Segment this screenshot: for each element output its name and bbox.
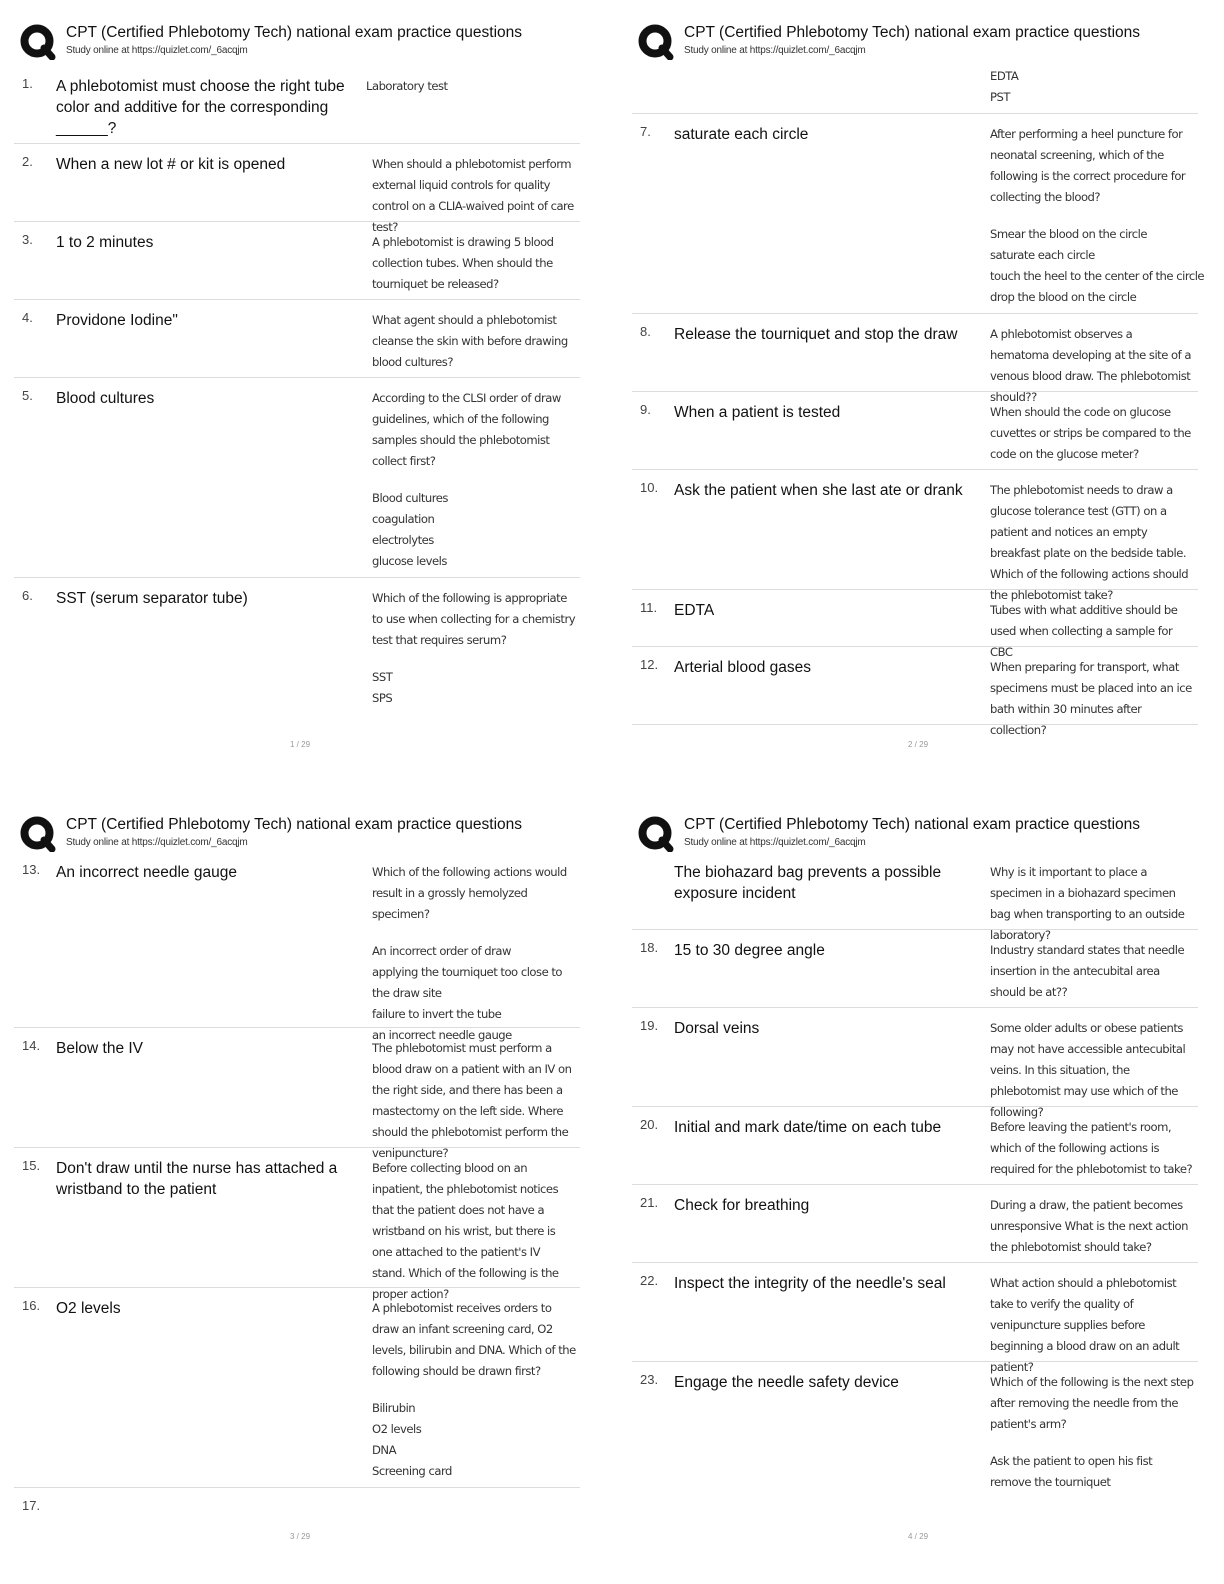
answer-option: PST xyxy=(990,90,1010,104)
question-number: 16. xyxy=(22,1298,41,1313)
answer-option: O2 levels xyxy=(372,1422,422,1436)
question-number: 10. xyxy=(640,480,659,495)
question-row xyxy=(14,1488,580,1528)
answer-options xyxy=(990,1451,1194,1493)
question-definition xyxy=(990,124,1205,308)
page-number: 2 / 29 xyxy=(908,740,929,749)
question-definition: Why is it important to place a specimen in a biohazard specimen bag when transporting to an outside laboratory? xyxy=(990,865,1185,942)
question-number: 20. xyxy=(640,1117,659,1132)
question-definition xyxy=(372,1298,576,1482)
answer-option: an incorrect needle gauge xyxy=(372,1028,512,1042)
question-definition: Before leaving the patient's room, which of the following actions is required for the phlebotomist to take? xyxy=(990,1120,1193,1176)
question-row-continued xyxy=(632,852,1198,942)
question-definition: Tubes with what additive should be used when collecting a sample for CBC xyxy=(990,603,1178,659)
question-row xyxy=(632,470,1198,602)
page-number: 1 / 29 xyxy=(290,740,311,749)
question-number: 15. xyxy=(22,1158,41,1173)
question-row xyxy=(14,222,580,300)
quizlet-logo-icon xyxy=(638,816,674,852)
question-number: 17. xyxy=(22,1498,41,1513)
question-definition: When should a phlebotomist perform external liquid controls for quality control on a CLIA-waived point of care test? xyxy=(372,157,574,234)
question-definition: What action should a phlebotomist take to verify the quality of venipuncture supplies before beginning a blood draw on an adult patient? xyxy=(990,1276,1180,1374)
question-term: When a patient is tested xyxy=(674,404,841,421)
question-row xyxy=(14,66,580,144)
question-number: 14. xyxy=(22,1038,41,1053)
question-number: 7. xyxy=(640,124,651,139)
question-row xyxy=(632,1263,1198,1374)
question-number: 23. xyxy=(640,1372,659,1387)
answer-option: failure to invert the tube xyxy=(372,1007,502,1021)
page-subtitle: Study online at https://quizlet.com/_6acqjm xyxy=(684,45,866,56)
question-definition: During a draw, the patient becomes unresponsive What is the next action the phlebotomist should take? xyxy=(990,1198,1188,1254)
definition-text: After performing a heel puncture for neonatal screening, which of the following is the correct procedure for collecting the blood? xyxy=(990,127,1186,204)
question-number: 13. xyxy=(22,862,41,877)
answer-option: SST xyxy=(372,670,393,684)
page-title: CPT (Certified Phlebotomy Tech) national exam practice questions xyxy=(66,24,523,41)
page-4 xyxy=(632,806,1212,1584)
question-term: Don't draw until the nurse has attached a wristband to the patient xyxy=(56,1160,338,1198)
question-definition: The phlebotomist needs to draw a glucose tolerance test (GTT) on a patient and notices an empty breakfast plate on the bedside table. Which of the following actions should the phlebotomist take? xyxy=(990,483,1189,602)
question-number: 2. xyxy=(22,154,33,169)
definition-text: Which of the following is appropriate to use when collecting for a chemistry test that requires serum? xyxy=(372,591,576,647)
question-term: Check for breathing xyxy=(674,1197,810,1214)
question-row xyxy=(14,578,580,730)
page-header xyxy=(14,14,594,62)
answer-option: coagulation xyxy=(372,512,435,526)
answer-option: DNA xyxy=(372,1443,397,1457)
answer-option: Bilirubin xyxy=(372,1401,416,1415)
quizlet-logo-icon xyxy=(638,24,674,60)
question-definition xyxy=(372,388,576,572)
question-definition: Before collecting blood on an inpatient, the phlebotomist notices that the patient does not have a wristband on his wrist, but there is one attached to the patient's IV stand. Which of the following is the proper action? xyxy=(372,1161,559,1301)
question-row xyxy=(14,1288,580,1488)
answer-option: Screening card xyxy=(372,1464,452,1478)
answer-options xyxy=(372,667,576,709)
question-number: 8. xyxy=(640,324,651,339)
question-term: EDTA xyxy=(674,602,715,619)
quizlet-logo-icon xyxy=(20,24,56,60)
question-number: 3. xyxy=(22,232,33,247)
question-term: Providone Iodine" xyxy=(56,312,178,329)
answer-option: touch the heel to the center of the circle xyxy=(990,269,1205,283)
page-2 xyxy=(632,14,1212,794)
question-number: 5. xyxy=(22,388,33,403)
question-definition xyxy=(990,66,1194,108)
page-header xyxy=(14,806,594,854)
page-number: 3 / 29 xyxy=(290,1532,311,1541)
question-term: Inspect the integrity of the needle's seal xyxy=(674,1275,946,1292)
answer-option: SPS xyxy=(372,691,393,705)
question-number: 22. xyxy=(640,1273,659,1288)
question-number: 6. xyxy=(22,588,33,603)
quizlet-logo-icon xyxy=(20,816,56,852)
answer-option: drop the blood on the circle xyxy=(990,290,1137,304)
question-term: Blood cultures xyxy=(56,390,155,407)
question-term: An incorrect needle gauge xyxy=(56,864,237,881)
page-title: CPT (Certified Phlebotomy Tech) national exam practice questions xyxy=(684,816,1141,833)
definition-text: A phlebotomist receives orders to draw an infant screening card, O2 levels, bilirubin and DNA. Which of the following should be drawn first? xyxy=(372,1301,576,1378)
question-definition: Industry standard states that needle insertion in the antecubital area should be at?? xyxy=(990,943,1185,999)
question-row xyxy=(632,1362,1198,1502)
question-term: Ask the patient when she last ate or drank xyxy=(674,482,963,499)
question-number: 19. xyxy=(640,1018,659,1033)
question-row xyxy=(632,1008,1198,1119)
question-definition xyxy=(990,1372,1194,1493)
question-number: 4. xyxy=(22,310,33,325)
answer-option: An incorrect order of draw xyxy=(372,944,511,958)
answer-option: electrolytes xyxy=(372,533,434,547)
definition-text: According to the CLSI order of draw guidelines, which of the following samples should the phlebotomist collect first? xyxy=(372,391,561,468)
question-term: Engage the needle safety device xyxy=(674,1374,899,1391)
question-row xyxy=(632,647,1198,737)
question-row xyxy=(632,930,1198,1008)
answer-option: saturate each circle xyxy=(990,248,1095,262)
question-number: 11. xyxy=(640,600,658,615)
question-number: 18. xyxy=(640,940,659,955)
page-header xyxy=(632,14,1212,62)
page-header xyxy=(632,806,1212,854)
answer-option: remove the tourniquet xyxy=(990,1475,1111,1489)
question-row xyxy=(14,378,580,578)
question-term: Below the IV xyxy=(56,1040,144,1057)
question-definition: What agent should a phlebotomist cleanse the skin with before drawing blood cultures? xyxy=(372,313,568,369)
question-definition xyxy=(372,862,576,1046)
answer-option: EDTA xyxy=(990,69,1019,83)
question-row xyxy=(632,1185,1198,1263)
question-row xyxy=(14,852,580,1042)
question-term: Release the tourniquet and stop the draw xyxy=(674,326,958,343)
page-number: 4 / 29 xyxy=(908,1532,929,1541)
question-term: The biohazard bag prevents a possible exposure incident xyxy=(674,864,942,902)
question-term: saturate each circle xyxy=(674,126,809,143)
page-subtitle: Study online at https://quizlet.com/_6acqjm xyxy=(66,837,248,848)
page-title: CPT (Certified Phlebotomy Tech) national exam practice questions xyxy=(684,24,1141,41)
answer-option: applying the tourniquet too close to the draw site xyxy=(372,965,563,1000)
answer-option: Ask the patient to open his fist xyxy=(990,1454,1153,1468)
answer-options xyxy=(990,224,1205,308)
page-1 xyxy=(14,14,594,794)
question-definition: When preparing for transport, what specimens must be placed into an ice bath within 30 minutes after collection? xyxy=(990,660,1192,737)
question-number: 9. xyxy=(640,402,651,417)
question-row-continued xyxy=(632,64,1198,114)
question-term: A phlebotomist must choose the right tube color and additive for the corresponding ______? xyxy=(56,78,345,137)
definition-text: Which of the following is the next step after removing the needle from the patient's arm? xyxy=(990,1375,1194,1431)
answer-option: Blood cultures xyxy=(372,491,448,505)
answer-options xyxy=(372,1398,576,1482)
question-number: 21. xyxy=(640,1195,659,1210)
page-subtitle: Study online at https://quizlet.com/_6acqjm xyxy=(684,837,866,848)
page-subtitle: Study online at https://quizlet.com/_6acqjm xyxy=(66,45,248,56)
question-row xyxy=(632,392,1198,470)
question-definition: Some older adults or obese patients may not have accessible antecubital veins. In this situation, the phlebotomist may use which of the following? xyxy=(990,1021,1186,1119)
question-row xyxy=(14,144,580,234)
question-row xyxy=(14,1148,580,1301)
question-definition xyxy=(372,588,576,709)
page-title: CPT (Certified Phlebotomy Tech) national exam practice questions xyxy=(66,816,523,833)
question-definition: When should the code on glucose cuvettes or strips be compared to the code on the glucose meter? xyxy=(990,405,1191,461)
question-row xyxy=(14,1028,580,1160)
question-row xyxy=(632,114,1205,314)
question-row xyxy=(14,300,580,378)
question-row xyxy=(632,1107,1198,1185)
question-number: 1. xyxy=(22,76,33,91)
page-3 xyxy=(14,806,594,1584)
question-term: Dorsal veins xyxy=(674,1020,760,1037)
question-row xyxy=(632,590,1198,659)
answer-option: Smear the blood on the circle xyxy=(990,227,1148,241)
question-number: 12. xyxy=(640,657,659,672)
question-term: 1 to 2 minutes xyxy=(56,234,154,251)
question-definition: The phlebotomist must perform a blood draw on a patient with an IV on the right side, and there has been a mastectomy on the left side. Where should the phlebotomist perform the venipuncture? xyxy=(372,1041,572,1160)
question-term: Arterial blood gases xyxy=(674,659,811,676)
question-term: SST (serum separator tube) xyxy=(56,590,248,607)
definition-text: Laboratory test xyxy=(366,79,448,93)
question-term: When a new lot # or kit is opened xyxy=(56,156,286,173)
question-term: O2 levels xyxy=(56,1300,121,1317)
question-row xyxy=(632,314,1198,404)
question-term: 15 to 30 degree angle xyxy=(674,942,825,959)
question-definition: A phlebotomist is drawing 5 blood collection tubes. When should the tourniquet be released? xyxy=(372,235,554,291)
definition-text: Which of the following actions would result in a grossly hemolyzed specimen? xyxy=(372,865,567,921)
answer-option: glucose levels xyxy=(372,554,447,568)
question-definition: A phlebotomist observes a hematoma developing at the site of a venous blood draw. The phlebotomist should?? xyxy=(990,327,1192,404)
question-term: Initial and mark date/time on each tube xyxy=(674,1119,942,1136)
answer-options xyxy=(372,488,576,572)
